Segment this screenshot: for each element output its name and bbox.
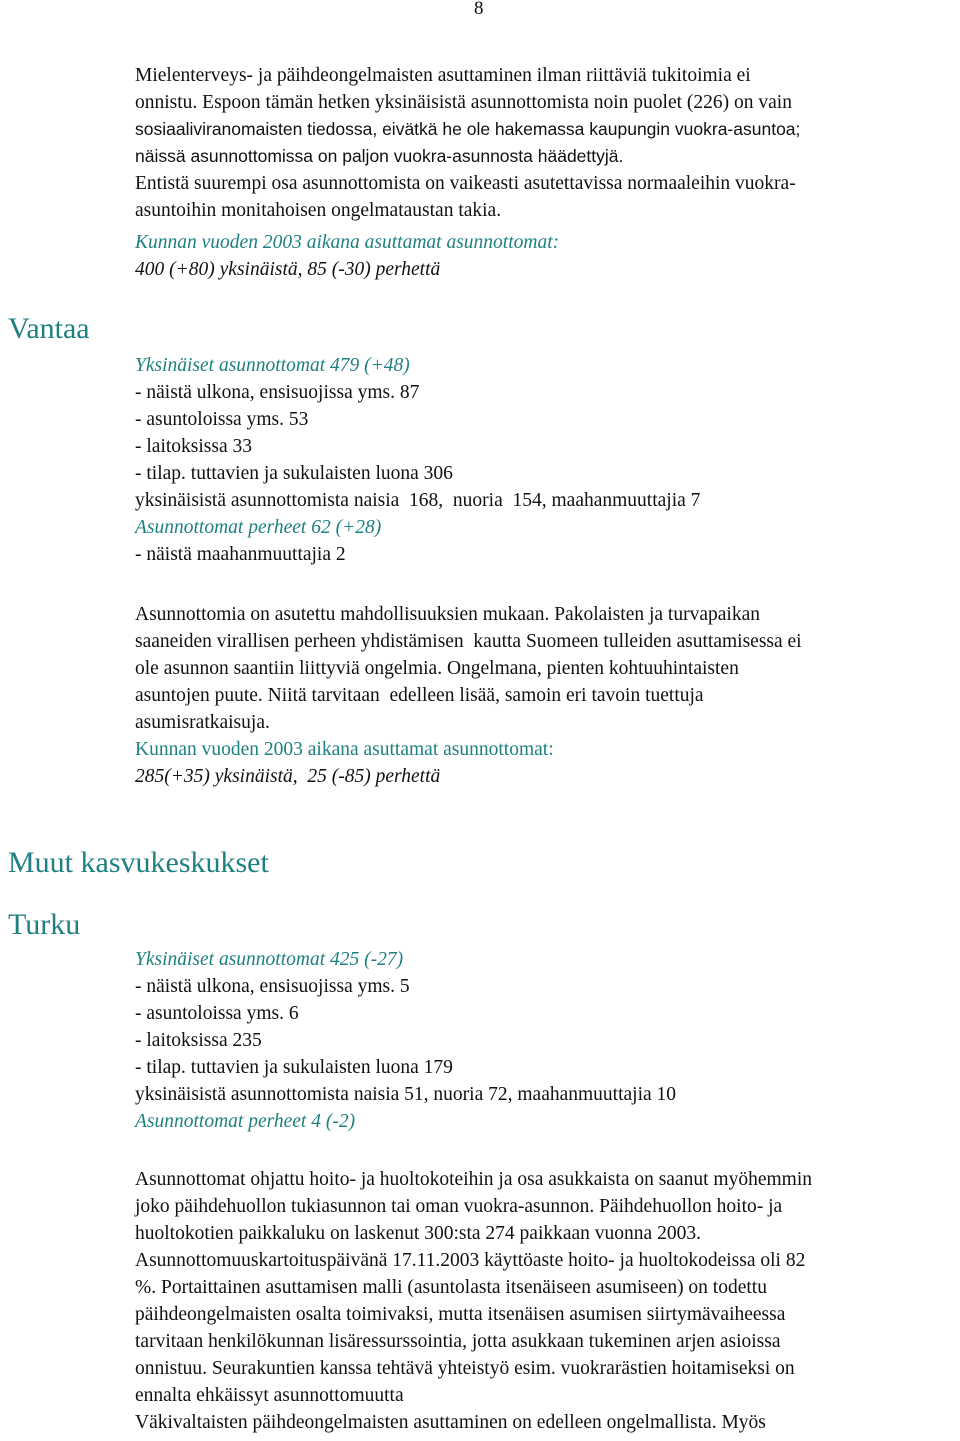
turku-paragraph-line: %. Portaittainen asuttamisen malli (asuntolasta itsenäiseen asumiseen) on todettu [135,1277,767,1298]
espoo-line: sosiaaliviranomaisten tiedossa, eivätkä he ole hakemassa kaupungin vuokra-asuntoa; [135,119,801,139]
turku-paragraph-line: tarvitaan henkilökunnan lisäressurssointia, jotta asukkaan tukeminen arjen asioissa [135,1331,781,1352]
vantaa-families-heading: Asunnottomat perheet 62 (+28) [135,517,382,538]
turku-singles-item: - asuntoloissa yms. 6 [135,1003,299,1024]
page-number: 8 [474,0,484,19]
vantaa-singles-item: yksinäisistä asunnottomista naisia 168, nuoria 154, maahanmuuttajia 7 [135,490,701,511]
vantaa-paragraph-line: Asunnottomia on asutettu mahdollisuuksien mukaan. Pakolaisten ja turvapaikan [135,604,760,625]
espoo-housed-values: 400 (+80) yksinäistä, 85 (-30) perhettä [135,259,441,280]
turku-paragraph-line: päihdeongelmaisten osalta toimivaksi, mutta itsenäisen asumisen siirtymävaiheessa [135,1304,786,1325]
espoo-line: Entistä suurempi osa asunnottomista on vaikeasti asutettavissa normaaleihin vuokra- [135,173,796,194]
vantaa-paragraph-line: asumisratkaisuja. [135,712,270,733]
vantaa-singles-item: - asuntoloissa yms. 53 [135,409,309,430]
vantaa-housed-values: 285(+35) yksinäistä, 25 (-85) perhettä [135,766,441,787]
turku-singles-item: - laitoksissa 235 [135,1030,262,1051]
espoo-line: onnistu. Espoon tämän hetken yksinäisistä asunnottomista noin puolet (226) on vain [135,92,792,113]
turku-paragraph-line: onnistuu. Seurakuntien kanssa tehtävä yhteistyö esim. vuokrarästien hoitamiseksi on [135,1358,795,1379]
vantaa-paragraph-line: ole asunnon saantiin liittyviä ongelmia. Ongelmana, pienten kohtuuhintaisten [135,658,739,679]
vantaa-paragraph-line: asuntojen puute. Niitä tarvitaan edelleen lisää, samoin eri tavoin tuettuja [135,685,704,706]
turku-heading: Turku [8,908,81,941]
turku-singles-item: - näistä ulkona, ensisuojissa yms. 5 [135,976,410,997]
espoo-line: Mielenterveys- ja päihdeongelmaisten asuttaminen ilman riittäviä tukitoimia ei [135,65,751,86]
vantaa-paragraph-line: saaneiden virallisen perheen yhdistämisen kautta Suomeen tulleiden asuttamisessa ei [135,631,802,652]
turku-singles-heading: Yksinäiset asunnottomat 425 (-27) [135,949,404,970]
vantaa-singles-heading: Yksinäiset asunnottomat 479 (+48) [135,355,410,376]
turku-families-heading: Asunnottomat perheet 4 (-2) [135,1111,356,1132]
vantaa-singles-item: - laitoksissa 33 [135,436,252,457]
turku-singles-item: yksinäisistä asunnottomista naisia 51, nuoria 72, maahanmuuttajia 10 [135,1084,677,1105]
vantaa-singles-item: - näistä ulkona, ensisuojissa yms. 87 [135,382,420,403]
turku-paragraph-line: ennalta ehkäissyt asunnottomuutta [135,1385,404,1406]
espoo-line: asuntoihin monitahoisen ongelmataustan takia. [135,200,502,221]
espoo-housed-heading: Kunnan vuoden 2003 aikana asuttamat asunnottomat: [135,232,560,253]
vantaa-heading: Vantaa [8,312,90,345]
growth-centres-heading: Muut kasvukeskukset [8,846,269,879]
turku-paragraph-line: Asunnottomuuskartoituspäivänä 17.11.2003 käyttöaste hoito- ja huoltokodeissa oli 82 [135,1250,806,1271]
espoo-line: näissä asunnottomissa on paljon vuokra-asunnosta häädettyjä. [135,146,624,166]
vantaa-housed-heading: Kunnan vuoden 2003 aikana asuttamat asunnottomat: [135,739,554,760]
turku-paragraph-line: joko päihdehuollon tukiasunnon tai oman vuokra-asunnon. Päihdehuollon hoito- ja [135,1196,783,1217]
turku-paragraph-line: Asunnottomat ohjattu hoito- ja huoltokoteihin ja osa asukkaista on saanut myöhemmin [135,1169,812,1190]
turku-paragraph-line: Väkivaltaisten päihdeongelmaisten asuttaminen on edelleen ongelmallista. Myös [135,1412,766,1433]
turku-paragraph-line: huoltokotien paikkaluku on laskenut 300:sta 274 paikkaan vuonna 2003. [135,1223,701,1244]
turku-singles-item: - tilap. tuttavien ja sukulaisten luona 179 [135,1057,453,1078]
vantaa-families-item: - näistä maahanmuuttajia 2 [135,544,346,565]
vantaa-singles-item: - tilap. tuttavien ja sukulaisten luona 306 [135,463,453,484]
